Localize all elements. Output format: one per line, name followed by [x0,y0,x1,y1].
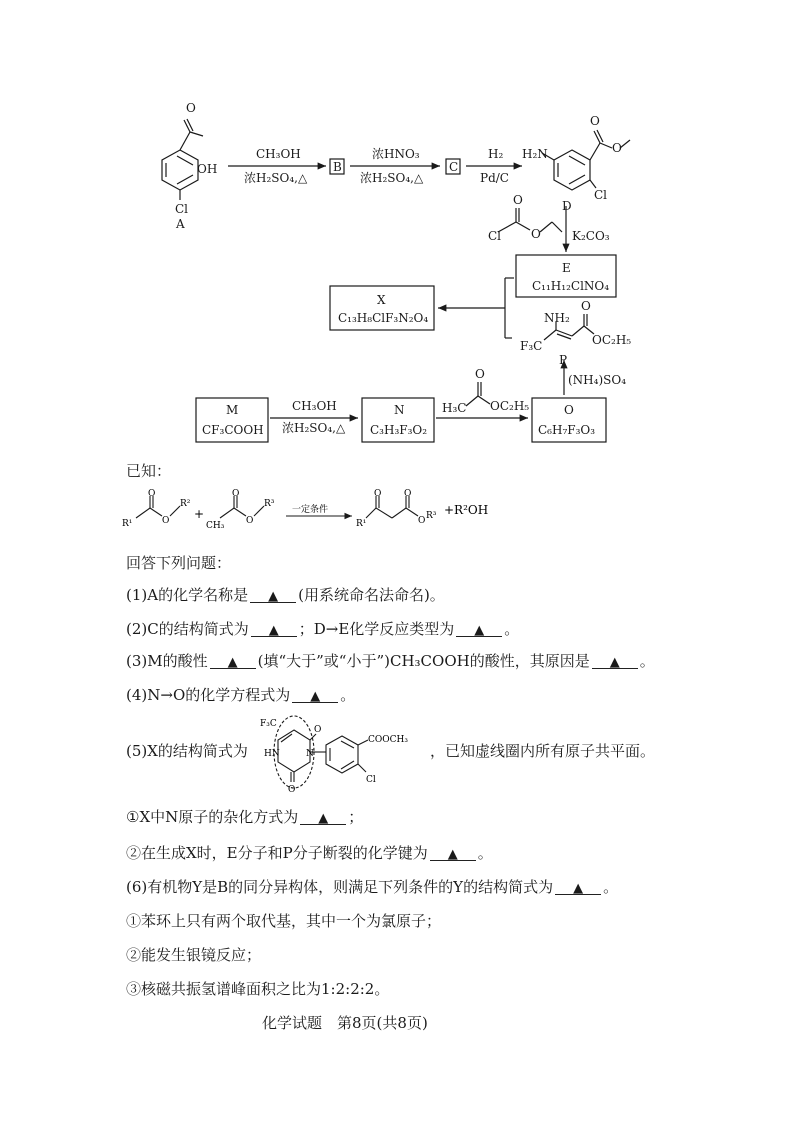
step3-condition: Pd/C [480,171,509,185]
known-reaction [120,488,540,532]
q6-answer-blank[interactable] [555,876,601,895]
q5-2-before: ②在生成X时，E分子和P分子断裂的化学键为 [126,844,428,862]
q5-2-answer-blank[interactable] [430,842,476,861]
reagent-o2-label: O [531,227,541,241]
step3-reagent: H₂ [488,147,504,161]
step2-condition: 浓H₂SO₄,△ [360,171,424,185]
x-o-bottom-label: O [288,785,296,795]
box-e-name: E [562,261,571,275]
step-mn-condition: 浓H₂SO₄,△ [282,421,346,435]
compound-a-structure [162,119,203,200]
d-o2-label: O [612,141,622,155]
prompt-text: 回答下列问题： [126,554,232,572]
known-o6: O [404,489,412,499]
q5-before: (5)X的结构简式为 [126,742,248,760]
box-m-formula: CF₃COOH [202,423,264,437]
synthesis-scheme [0,0,800,460]
a-cl-label: Cl [175,202,189,216]
q5-1-mark: ▲ [318,811,329,826]
q2-answer-blank-2[interactable] [456,618,502,637]
q3-answer-blank-2[interactable] [592,650,638,669]
condition-3: ③核磁共振氢谱峰面积之比为1:2:2:2。 [126,980,390,998]
q2-mark-1: ▲ [268,623,279,638]
ethyl-acetate-structure [466,382,490,406]
p-oet-label: OC₂H₅ [592,333,632,347]
x-hn-label: HN [264,749,280,759]
compound-a-label: A [176,217,185,231]
chloroformate-structure [498,208,562,232]
ester-o-label: O [475,367,485,381]
box-o-formula: C₆H₇F₃O₃ [538,423,596,437]
x-f3c-label: F₃C [260,719,277,729]
step-mn-reagent: CH₃OH [292,399,337,413]
question-4 [126,684,355,706]
known-ch3: CH₃ [206,521,225,531]
condition-2: ②能发生银镜反应； [126,946,262,964]
known-heading: 已知： [126,462,172,480]
reagent-cl-label: Cl [488,229,502,243]
a-o-label: O [186,101,196,115]
p-o-label: O [581,299,591,313]
q3-before: (3)M的酸性 [126,652,208,670]
question-6 [126,876,618,898]
known-o4: O [246,516,254,526]
reagent-base-label: K₂CO₃ [572,229,610,243]
d-cl-label: Cl [594,188,608,202]
compound-d-structure [542,130,630,190]
p-nh2-label: NH₂ [544,311,570,325]
box-n-name: N [394,403,405,417]
q1-before: (1)A的化学名称是 [126,586,249,604]
question-5-2 [126,842,493,864]
q6-before: (6)有机物Y是B的同分异构体，则满足下列条件的Y的结构简式为 [126,878,554,896]
known-plus: + [194,507,205,521]
box-e-formula: C₁₁H₁₂ClNO₄ [532,279,610,293]
q5-1-before: ①X中N原子的杂化方式为 [126,808,299,826]
q4-answer-blank[interactable] [292,684,338,703]
q4-after: 。 [340,686,356,704]
known-r3: R³ [264,499,275,509]
ester-h3c-label: H₃C [442,401,467,415]
known-o3: O [232,489,240,499]
question-1 [126,584,445,606]
question-2 [126,618,519,640]
q5-1-after: ； [348,808,364,826]
known-condition: 一定条件 [292,505,329,515]
q1-mark: ▲ [268,589,279,604]
known-o1: O [148,489,156,499]
p-reagent-label: (NH₄)SO₄ [568,373,627,387]
known-r1: R¹ [122,519,133,529]
q6-mark: ▲ [573,881,584,896]
ester-oet-label: OC₂H₅ [490,399,530,413]
q1-answer-blank[interactable] [250,584,296,603]
q3-answer-blank-1[interactable] [210,650,256,669]
p-f3c-label: F₃C [520,339,543,353]
page-footer: 化学试题 第8页(共8页) [262,1014,428,1032]
q2-after: 。 [504,620,520,638]
known-o5: O [374,489,382,499]
known-r2: R² [180,499,191,509]
q5-2-after: 。 [477,844,493,862]
compound-x-structure [250,712,430,796]
a-oh-label: OH [197,162,218,176]
q3-mark-2: ▲ [609,655,620,670]
condition-1: ①苯环上只有两个取代基，其中一个为氯原子； [126,912,442,930]
q5-1-answer-blank[interactable] [300,806,346,825]
known-o2: O [162,516,170,526]
q5-2-mark: ▲ [447,847,458,862]
q2-mark-2: ▲ [474,623,485,638]
q5-after: ，已知虚线圈内所有原子共平面。 [430,742,656,760]
compound-d-label: D [562,199,572,213]
question-3 [126,650,655,672]
box-b-label: B [333,160,342,174]
compound-p-label: P [559,353,568,367]
q4-before: (4)N→O的化学方程式为 [126,686,291,704]
step1-condition: 浓H₂SO₄,△ [244,171,308,185]
q3-after: 。 [639,652,655,670]
known-byproduct: +R²OH [444,503,489,517]
reagent-o-label: O [513,193,523,207]
step2-reagent: 浓HNO₃ [372,147,420,161]
q6-after: 。 [603,878,619,896]
q2-answer-blank-1[interactable] [251,618,297,637]
box-m-name: M [226,403,239,417]
x-o-top-label: O [314,725,322,735]
box-c-label: C [449,160,459,174]
box-x-name: X [377,293,386,307]
question-5-1 [126,806,363,828]
q2-before: (2)C的结构简式为 [126,620,249,638]
x-ester-label: COOCH₃ [368,735,408,745]
q1-after: (用系统命名法命名)。 [298,586,445,604]
q2-middle: ；D→E化学反应类型为 [298,620,455,638]
d-amine-label: H₂N [522,147,548,161]
box-n-formula: C₃H₃F₃O₂ [370,423,428,437]
q4-mark: ▲ [310,689,321,704]
q3-middle: (填“大于”或“小于”)CH₃COOH的酸性，其原因是 [257,652,590,670]
x-n-label: N [306,749,314,759]
q3-mark-1: ▲ [227,655,238,670]
known-product-r1: R¹ [356,519,367,529]
d-o-label: O [590,114,600,128]
step1-reagent: CH₃OH [256,147,301,161]
box-o-name: O [564,403,574,417]
box-x-formula: C₁₃H₈ClF₃N₂O₄ [338,311,429,325]
known-product-r3: R³ [426,511,437,521]
known-o7: O [418,516,426,526]
x-cl-label: Cl [366,775,376,785]
